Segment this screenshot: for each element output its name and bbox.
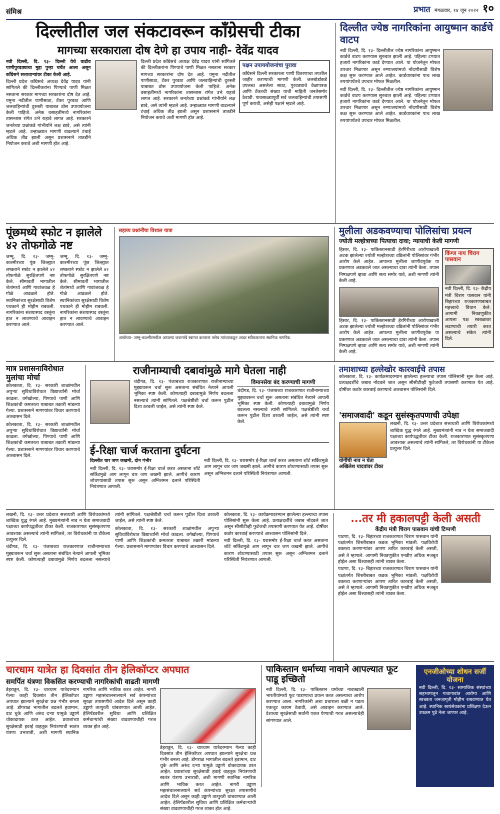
- samajwadi-headline: 'समाजवादी' कडून सुसंस्कृतपणाची उपेक्षा: [339, 410, 460, 421]
- train-body-row: [90, 459, 329, 505]
- third-row: [6, 361, 494, 509]
- train-article: [90, 442, 329, 505]
- lead-article: [6, 23, 330, 223]
- cont-text-1: लखनौ, दि. १३- उत्तर प्रदेशात सत्ताधारी आणि विरोधकांमध्ये शाब्दिक युद्ध रंगले आहे. मुख्यमंत्र्यांनी नाव न घेता समाजवादी पक्षाच्या कार्यपद्धतीवर टीका केली. राजकारणात सुसंस्कृतपणा आवश्यक असल्याचे त्यांनी सांगितले, तर विरोधकांनी या टीकेला प्रत्युत्तर दिले.: [6, 513, 110, 543]
- ngo-box: [416, 665, 494, 787]
- second-row: [6, 223, 494, 361]
- mulila-sidebar-text: [445, 287, 491, 343]
- train-text-col-2: [204, 459, 328, 505]
- punch-body: [6, 255, 109, 347]
- ex-body-text: कोलकाता, दि. १३- कार्यक्रमादरम्यान झालेल्या हल्ल्याचा तपास पोलिसांनी सुरू केला आहे. प्रत्यक्षदर्शींचे जबाब नोंदवले जात असून सीसीटीव्ही फुटेजची तपासणी करण्यात येत आहे. दोषींवर कठोर कारवाई करण्याचे आश्वासन पोलिसांनी दिले.: [339, 375, 494, 393]
- ayushman-text-col: [340, 49, 440, 126]
- raajinama-article: [85, 365, 329, 509]
- helicopter-photo: [160, 688, 256, 744]
- samajwadi-text: [390, 422, 494, 488]
- chardham-text: [6, 688, 156, 780]
- ex-body: [339, 375, 494, 409]
- ayushman-article: [335, 23, 493, 223]
- hakalpatti-article: [333, 513, 493, 661]
- fourth-left: [6, 513, 328, 661]
- chardham-body-2: डेहराडून, दि. १३- चारधाम यात्रेदरम्यान गेल्या काही दिवसांत तीन हेलिकॉप्टर अपघात झाल्याने सुरक्षेचा प्रश्न गंभीर बनला आहे. डोंगराळ भागातील बदलते हवामान, दाट धुके आणि अरुंद दऱ्या यामुळे उड्डाणे धोकादायक ठरत आहेत. प्रवाशांच्या सुरक्षेसाठी हवाई वाहतूक नियंत्रणाची स्वतंत्र यंत्रणा उभारावी, अशी मागणी स्थानिक नागरिक आणि भाविक करत आहेत. नागरी उड्डाण महासंचालनालयाने सर्व कंपन्यांच्या सुरक्षा तपासणीचे आदेश दिले असून काही उड्डाणे तात्पुरती थांबवण्यात आली आहेत. हेलिपॅडवरील सुविधा आणि प्रशिक्षित कर्मचाऱ्यांची संख्या वाढवण्याचीही गरज व्यक्त होत आहे.: [160, 745, 256, 813]
- cont-text-2: चंदीगड, दि. १३- पंजाबच्या राजकारणात राजीनाम्याच्या मुद्द्यावरून चर्चा सुरू असताना संबंधित नेत्याने आपली भूमिका स्पष्ट केली. कोणत्याही दबावामुळे निर्णय बदलला नसल्याचे त्यांनी सांगितले. पक्षश्रेष्ठींशी चर्चा करून पुढील दिशा ठरवली जाईल, असे त्यांनी स्पष्ट केले.: [6, 513, 219, 563]
- mulila-headline: मुलीला अडकवण्याचा पोलिसांचा प्रयत्न: [339, 226, 472, 237]
- mulila-sidebar-title: किंग्ज नाय चिराग पासवान: [445, 250, 480, 264]
- chardham-body-row: [6, 687, 256, 813]
- ayushman-body-2: नवी दिल्ली, दि. १३- दिल्लीतील ज्येष्ठ नागरिकांना आयुष्मान कार्डचे वाटप करण्यास सुरुवात झाली आहे. पहिल्या टप्प्यात हजारो नागरिकांना कार्ड देण्यात आले. या योजनेतून मोफत उपचार मिळणार असून रुग्णालयांमध्ये नोंदणीसाठी विशेष कक्ष सुरू करण्यात आले आहेत. कार्डधारकांना पाच लाख रुपयांपर्यंतचे उपचार मोफत मिळतील.: [340, 87, 440, 124]
- raajinama-body: चंदीगड, दि. १३- पंजाबच्या राजकारणात राजीनाम्याच्या मुद्द्यावरून चर्चा सुरू असताना संबंधित नेत्याने आपली भूमिका स्पष्ट केली. कोणत्याही दबावामुळे निर्णय बदलला नसल्याचे त्यांनी सांगितले. पक्षश्रेष्ठींशी चर्चा करून पुढील दिशा ठरवली जाईल, असे त्यांनी स्पष्ट केले.: [133, 380, 234, 410]
- lead-body-row: [6, 60, 330, 150]
- mla-body-text-2: कोलकाता, दि. १३- सरकारी शाळांमधील अपुऱ्या सुविधांविरोधात विद्यार्थ्यांनी मोर्चा काढला. वर्गखोल्या, पिण्याचे पाणी आणि शिक्षकांची कमतरता याबाबत तक्रारी मांडल्या गेल्या. प्रशासनाने मागण्यांवर विचार करण्याचे आश्वासन दिले.: [6, 422, 80, 459]
- page-number: १०: [482, 2, 494, 16]
- pakistan-headline: पाकिस्तान धर्माच्या नावाने आपल्यात फूट पाडू इच्छितो: [266, 665, 398, 686]
- cont-text-3: कोलकाता, दि. १३- सरकारी शाळांमधील अपुऱ्या सुविधांविरोधात विद्यार्थ्यांनी मोर्चा काढला. वर्गखोल्या, पिण्याचे पाणी आणि शिक्षकांची कमतरता याबाबत तक्रारी मांडल्या गेल्या. प्रशासनाने मागण्यांवर विचार करण्याचे आश्वासन दिले.: [115, 526, 219, 551]
- mulila-sidebar-body: नवी दिल्ली, दि. १३- केंद्रीय मंत्री चिराग पासवान यांनी बिहारच्या राजकारणाबाबत महत्त्वाचे विधान केले. आगामी निवडणुकीत आपला पक्ष स्वबळावर लढण्याची तयारी करत असल्याचे संकेत त्यांनी दिले.: [445, 287, 491, 342]
- samajwadi-body: लखनौ, दि. १३- उत्तर प्रदेशात सत्ताधारी आणि विरोधकांमध्ये शाब्दिक युद्ध रंगले आहे. मुख्यमंत्र्यांनी नाव न घेता समाजवादी पक्षाच्या कार्यपद्धतीवर टीका केली. राजकारणात सुसंस्कृतपणा आवश्यक असल्याचे त्यांनी सांगितले, तर विरोधकांनी या टीकेला प्रत्युत्तर दिले.: [390, 422, 494, 453]
- ngo-body: [419, 686, 491, 778]
- samajwadi-photo-col: [339, 422, 387, 488]
- ayushman-body: नवी दिल्ली, दि. १३- दिल्लीतील ज्येष्ठ नागरिकांना आयुष्मान कार्डचे वाटप करण्यास सुरुवात झाली आहे. पहिल्या टप्प्यात हजारो नागरिकांना कार्ड देण्यात आले. या योजनेतून मोफत उपचार मिळणार असून रुग्णालयांमध्ये नोंदणीसाठी विशेष कक्ष सुरू करण्यात आले आहेत. कार्डधारकांना पाच लाख रुपयांपर्यंतचे उपचार मोफत मिळतील.: [340, 49, 440, 85]
- mulila-photo: [339, 287, 439, 317]
- ex-headline: तमाशाच्या हल्लेखोर कारवाईचे तपास: [339, 364, 445, 374]
- train-headline: ई-रिक्षा चार्ज करताना दुर्घटना: [90, 445, 201, 458]
- issue-date: मंगळवार, १४ जून २०२२: [434, 8, 479, 15]
- hakalpatti-body: पाटणा, दि. १३- बिहारच्या राजकारणात चिराग पासवान यांनी पक्षांतर्गत शिस्तीबाबत कडक भूमिका मांडली. पक्षविरोधी वक्तव्य करणाऱ्यांवर आपण त्वरित कारवाई केली असती, असे ते म्हणाले. आगामी निवडणुकीत एनडीए अधिक मजबूत होईल असा विश्वासही त्यांनी व्यक्त केला.: [338, 534, 438, 565]
- mulila-text-col: [339, 247, 439, 355]
- mulila-body-row: [339, 247, 494, 355]
- lead-fact-box: [239, 60, 330, 113]
- samajwadi-sub: योगींची नाव न घेता अखिलेश यादवांवर टीका: [339, 458, 384, 471]
- lead-body-text: दिल्ली प्रदेश काँग्रेसचे अध्यक्ष देवेंद्र यादव यांनी सांगितले की दिल्लीकरांना पिण्याचे पाणी मिळत नसताना सरकार मागच्या सरकारांना दोष देत आहे. यमुना नदीतील पाणीसाठा, टँकर पुरवठा आणि जलवाहिन्यांची दुरुस्ती याबाबत ठोस उपाययोजना केली पाहिजे. अनेक वसाहतींमध्ये नागरिकांना तासन्तास रांगेत उभे राहावे लागत आहे. सरकारने जनतेच्या प्रश्नांकडे गांभीर्याने लक्ष द्यावे, असे त्यांनी म्हटले आहे. उन्हाळ्यात मागणी वाढल्याने टंचाई अधिक तीव्र झाली असून प्रशासनाने तातडीने नियोजन करावे अशी मागणी होत आहे.: [6, 80, 91, 148]
- hakalpatti-sub: केंद्रीय मंत्री चिराग पासवान यांची टिप्पणी: [375, 526, 456, 533]
- punch-article: [6, 227, 109, 361]
- samajwadi-row: [339, 422, 494, 488]
- mla-body: [6, 384, 80, 502]
- ngo-body-text: नवी दिल्ली, दि. १३- सामाजिक संस्थांच्या सहभागातून गावागावांत आरोग्य आणि स्वच्छता जनजागृती मोहीम राबवण्यात येत आहे. स्थानिक स्वयंसेवकांना प्रशिक्षण देऊन उपक्रम पुढे नेला जाणार आहे.: [419, 686, 491, 716]
- ayushman-photo: [443, 49, 493, 111]
- train-body: नवी दिल्ली, दि. १३- घरासमोर ई-रिक्षा चार्ज करत असताना शॉर्ट सर्किटमुळे आग लागून चार जण जखमी झाले. आगीचे कारण शोधण्यासाठी तपास सुरू असून अग्निशमन दलाने परिस्थिती नियंत्रणात आणली.: [90, 466, 200, 491]
- pakistan-portrait: [367, 688, 411, 730]
- chardham-body: डेहराडून, दि. १३- चारधाम यात्रेदरम्यान गेल्या काही दिवसांत तीन हेलिकॉप्टर अपघात झाल्याने सुरक्षेचा प्रश्न गंभीर बनला आहे. डोंगराळ भागातील बदलते हवामान, दाट धुके आणि अरुंद दऱ्या यामुळे उड्डाणे धोकादायक ठरत आहेत. प्रवाशांच्या सुरक्षेसाठी हवाई वाहतूक नियंत्रणाची स्वतंत्र यंत्रणा उभारावी, अशी मागणी स्थानिक नागरिक आणि भाविक करत आहेत. नागरी उड्डाण महासंचालनालयाने सर्व कंपन्यांच्या सुरक्षा तपासणीचे आदेश दिले असून काही उड्डाणे तात्पुरती थांबवण्यात आली आहेत. हेलिपॅडवरील सुविधा आणि प्रशिक्षित कर्मचाऱ्यांची संख्या वाढवण्याचीही गरज व्यक्त होत आहे.: [6, 687, 156, 736]
- lead-box-text: काँग्रेसने दिल्ली सरकारला पाणी वितरणाचा तपशील जाहीर करण्याची मागणी केली. जलबोर्डाकडे उपलब्ध असलेला साठा, पुरवठ्याचे वेळापत्रक आणि टँकरची संख्या याची माहिती जनतेसमोर ठेवावी. पावसाळ्यापूर्वी सर्व जलवाहिन्यांची तपासणी पूर्ण करावी, असेही पक्षाने म्हटले आहे.: [242, 71, 327, 108]
- hakalpatti-text: [338, 535, 438, 643]
- cont-text-5: नवी दिल्ली, दि. १३- घरासमोर ई-रिक्षा चार्ज करत असताना शॉर्ट सर्किटमुळे आग लागून चार जण जखमी झाले. आगीचे कारण शोधण्यासाठी तपास सुरू असून अग्निशमन दलाने परिस्थिती नियंत्रणात आणली.: [224, 539, 328, 563]
- punch-headline: पूंछमध्ये स्फोट न झालेले ४२ तोफगोळे नष्ट: [6, 226, 102, 252]
- mla-headline: मात्र प्रशासनाविरोधात मुलांचा मोर्चा: [6, 364, 64, 382]
- hakalpatti-portrait: [441, 535, 491, 583]
- chardham-side-text: [160, 745, 256, 813]
- bottom-row: [6, 661, 494, 813]
- mulila-article: [334, 227, 494, 361]
- army-feature: [114, 227, 329, 361]
- raajinama-body-row: [90, 380, 329, 440]
- army-truck-photo: [119, 236, 329, 334]
- pakistan-row: [266, 688, 411, 780]
- raajinama-portrait: [90, 380, 130, 424]
- section-tag: संमिश्र: [6, 7, 22, 16]
- lead-dateline: नवी दिल्ली, दि. १३- दिल्ली येथे वाढीव पाणीपुरवठ्याचा मुद्दा पुन्हा चर्चेत आला असून काँग्रेसने सत्ताधाऱ्यांवर टीका केली आहे.: [6, 60, 91, 78]
- lead-portrait-photo: [95, 60, 137, 110]
- punch-body-text: जम्मू, दि. १३- जम्मू-काश्मीरच्या पूंछ जिल्ह्यात लष्कराने स्फोट न झालेले ४२ तोफगोळे सुरक्षितपणे नष्ट केले. सीमावर्ती भागातील शेतांमध्ये आणि गावांजवळ हे गोळे आढळले होते. स्थानिकांच्या सुरक्षेसाठी विशेष पथकाने ही मोहीम राबवली. नागरिकांना संशयास्पद वस्तूंना हात न लावण्याचे आवाहन करण्यात आले.: [6, 255, 55, 329]
- lead-col-2: [141, 60, 236, 150]
- mulila-sidebar-photo: [445, 265, 491, 285]
- chardham-photo-col: [160, 688, 256, 813]
- mulila-sidebar-box: [442, 248, 494, 348]
- lead-box-body: [242, 72, 327, 109]
- raajinama-photo-col: [90, 380, 130, 440]
- mla-continuation: [6, 513, 328, 661]
- samajwadi-portrait: [339, 422, 387, 458]
- mla-body-text: कोलकाता, दि. १३- सरकारी शाळांमधील अपुऱ्या सुविधांविरोधात विद्यार्थ्यांनी मोर्चा काढला. वर्गखोल्या, पिण्याचे पाणी आणि शिक्षकांची कमतरता याबाबत तक्रारी मांडल्या गेल्या. प्रशासनाने मागण्यांवर विचार करण्याचे आश्वासन दिले.: [6, 384, 80, 421]
- masthead: [6, 4, 494, 20]
- army-photo-caption: आयोध्या- जम्मू-काश्मीरमधील आपल्या जवानांचे स्वागत करताना तसेच त्यांच्याकडून आदर स्वीकारताना स्थानिक नागरिक.: [118, 334, 292, 340]
- raajinama-side-col: [237, 380, 329, 440]
- masthead-right: [414, 2, 494, 17]
- pakistan-body: नवी दिल्ली, दि. १३- पाकिस्तान धर्माच्या नावाखाली भारतीयांमध्ये फूट पाडण्याचा प्रयत्न करत असल्याचा आरोप करण्यात आला. नागरिकांनी अशा प्रचाराला बळी न पडता एकजूट कायम ठेवावी, असे आवाहन करण्यात आले. देशाच्या सुरक्षेसाठी सर्वांनी एकत्र येण्याची गरज असल्याचेही सांगण्यात आले.: [266, 687, 364, 724]
- mulila-body: हिसार, दि. १३- पाकिस्तानसाठी हेरगिरीच्या आरोपाखाली अटक झालेल्या ज्योती मल्होत्राच्या वडिलांनी पोलिसांवर गंभीर आरोप केले आहेत. आपल्या मुलीला जाणीवपूर्वक या प्रकरणात अडकवले जात असल्याचा दावा त्यांनी केला. तपास निष्पक्षपणे व्हावा आणि सत्य समोर यावे, अशी मागणी त्यांनी केली आहे.: [339, 247, 439, 284]
- raajinama-side-body: चंदीगड, दि. १३- पंजाबच्या राजकारणात राजीनाम्याच्या मुद्द्यावरून चर्चा सुरू असताना संबंधित नेत्याने आपली भूमिका स्पष्ट केली. कोणत्याही दबावामुळे निर्णय बदलला नसल्याचे त्यांनी सांगितले. पक्षश्रेष्ठींशी चर्चा करून पुढील दिशा ठरवली जाईल, असे त्यांनी स्पष्ट केले.: [237, 389, 329, 426]
- mulila-subhead: ज्योती मल्होत्राच्या पित्याचा दावा; न्यायाची केली मागणी: [339, 237, 459, 245]
- lead-body-text-2: दिल्ली प्रदेश काँग्रेसचे अध्यक्ष देवेंद्र यादव यांनी सांगितले की दिल्लीकरांना पिण्याचे पाणी मिळत नसताना सरकार मागच्या सरकारांना दोष देत आहे. यमुना नदीतील पाणीसाठा, टँकर पुरवठा आणि जलवाहिन्यांची दुरुस्ती याबाबत ठोस उपाययोजना केली पाहिजे. अनेक वसाहतींमध्ये नागरिकांना तासन्तास रांगेत उभे राहावे लागत आहे. सरकारने जनतेच्या प्रश्नांकडे गांभीर्याने लक्ष द्यावे, असे त्यांनी म्हटले आहे. उन्हाळ्यात मागणी वाढल्याने टंचाई अधिक तीव्र झाली असून प्रशासनाने तातडीने नियोजन करावे अशी मागणी होत आहे.: [140, 60, 236, 121]
- lead-subheadline: मागच्या सरकाराला दोष देणे हा उपाय नाही- देवेंद्र यादव: [57, 43, 279, 57]
- lead-box-title: पक्षन उपाययोजनांचा पुरावा: [242, 63, 297, 70]
- right-col-3: [334, 365, 494, 509]
- cont-text-4: कोलकाता, दि. १३- कार्यक्रमादरम्यान झालेल्या हल्ल्याचा तपास पोलिसांनी सुरू केला आहे. प्रत्यक्षदर्शींचे जबाब नोंदवले जात असून सीसीटीव्ही फुटेजची तपासणी करण्यात येत आहे. दोषींवर कठोर कारवाई करण्याचे आश्वासन पोलिसांनी दिले.: [224, 513, 328, 537]
- lead-col-1: [6, 60, 91, 150]
- train-sub: दिल्लीत चार जण जखमी, दोन गंभीर: [90, 459, 152, 465]
- army-photo-label: सहाय्य प्रश्नांनींचा विशाल यात्रा: [118, 228, 173, 234]
- lead-box-col: [239, 60, 330, 150]
- lead-headline: दिल्लीतील जल संकटावरून काँग्रेसची टीका: [35, 22, 301, 42]
- ayushman-headline: दिल्लीत ज्येष्ठ नागरिकांना आयुष्मान कार्डचे वाटप: [340, 23, 493, 46]
- chardham-article: [6, 665, 256, 813]
- pakistan-text: [266, 688, 364, 780]
- lead-portrait-col: [95, 60, 137, 150]
- hakalpatti-body-2: पाटणा, दि. १३- बिहारच्या राजकारणात चिराग पासवान यांनी पक्षांतर्गत शिस्तीबाबत कडक भूमिका मांडली. पक्षविरोधी वक्तव्य करणाऱ्यांवर आपण त्वरित कारवाई केली असती, असे ते म्हणाले. आगामी निवडणुकीत एनडीए अधिक मजबूत होईल असा विश्वासही त्यांनी व्यक्त केला.: [338, 567, 438, 598]
- ngo-headline: एनजीओच्या शोधन सर्जी योजना: [424, 667, 486, 685]
- mulila-body-2: हिसार, दि. १३- पाकिस्तानसाठी हेरगिरीच्या आरोपाखाली अटक झालेल्या ज्योती मल्होत्राच्या वडिलांनी पोलिसांवर गंभीर आरोप केले आहेत. आपल्या मुलीला जाणीवपूर्वक या प्रकरणात अडकवले जात असल्याचा दावा त्यांनी केला. तपास निष्पक्षपणे व्हावा आणि सत्य समोर यावे, अशी मागणी त्यांनी केली आहे.: [339, 318, 439, 355]
- punch-body-text-2: जम्मू, दि. १३- जम्मू-काश्मीरच्या पूंछ जिल्ह्यात लष्कराने स्फोट न झालेले ४२ तोफगोळे सुरक्षितपणे नष्ट केले. सीमावर्ती भागातील शेतांमध्ये आणि गावांजवळ हे गोळे आढळले होते. स्थानिकांच्या सुरक्षेसाठी विशेष पथकाने ही मोहीम राबवली. नागरिकांना संशयास्पद वस्तूंना हात न लावण्याचे आवाहन करण्यात आले.: [59, 255, 109, 329]
- top-row: [6, 23, 494, 223]
- chardham-subheadline: समर्पित यंत्रणा विकसित करण्याची नागरिकांची वाढती मागणी: [6, 676, 160, 686]
- raajinama-text-col: [134, 380, 234, 440]
- pakistan-article: [261, 665, 411, 787]
- brand-logo: प्रभात: [413, 4, 431, 15]
- mla-article: [6, 365, 80, 509]
- chardham-headline: चारधाम यात्रेत हा दिवसांत तीन हेलिकॉप्टर अपघात: [6, 665, 190, 676]
- raajinama-headline: राजीनाम्याची दबावांमुळे मागे घेतला नाही: [132, 365, 287, 377]
- hakalpatti-headline: ...तर मी हकालपट्टी केली असती: [350, 512, 481, 525]
- raajinama-side-head: विमानसेवा बंद करण्याची मागणी: [237, 380, 329, 387]
- train-body-2: नवी दिल्ली, दि. १३- घरासमोर ई-रिक्षा चार्ज करत असताना शॉर्ट सर्किटमुळे आग लागून चार जण जखमी झाले. आगीचे कारण शोधण्यासाठी तपास सुरू असून अग्निशमन दलाने परिस्थिती नियंत्रणात आणली.: [204, 459, 328, 477]
- hakalpatti-row: [338, 535, 493, 643]
- ayushman-body-row: [340, 49, 493, 126]
- train-text-col: [90, 459, 200, 505]
- fourth-row: [6, 509, 494, 661]
